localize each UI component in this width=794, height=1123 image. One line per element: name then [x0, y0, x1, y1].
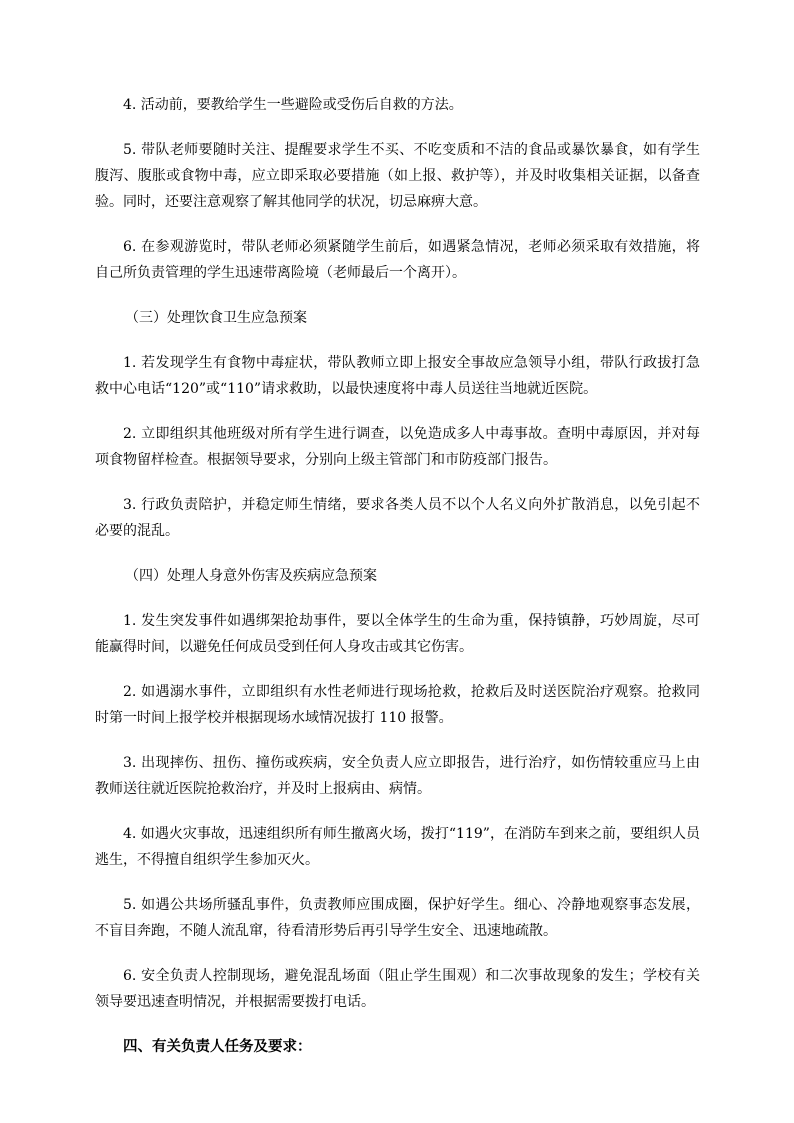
- subsection-title-food-hygiene: （三）处理饮食卫生应急预案: [125, 310, 307, 326]
- paragraph-item-5-food-safety: 5. 带队老师要随时关注、提醒要求学生不买、不吃变质和不洁的食品或暴饮暴食，如有学生腹泻、腹胀或食物中毒，应立即采取必要措施（如上报、救护等），并及时收集相关证据，以备查验。同时，还要注意观察了解其他同学的状况，切忌麻痹大意。: [95, 142, 700, 210]
- paragraph-food-item-2: 2. 立即组织其他班级对所有学生进行调查，以免造成多人中毒事故。查明中毒原因，并对每项食物留样检查。根据领导要求，分别向上级主管部门和市防疫部门报告。: [95, 426, 700, 468]
- paragraph-injury-item-3: 3. 出现摔伤、扭伤、撞伤或疾病，安全负责人应立即报告，进行治疗，如伤情较重应马上由教师送往就近医院抢救治疗，并及时上报病由、病情。: [95, 755, 700, 797]
- paragraph-food-item-1: 1. 若发现学生有食物中毒症状，带队教师立即上报安全事故应急领导小组，带队行政拔打急救中心电话“120”或“110”请求救助，以最快速度将中毒人员送往当地就近医院。: [95, 355, 700, 397]
- subsection-title-injury-illness: （四）处理人身意外伤害及疾病应急预案: [125, 568, 377, 584]
- section-heading-responsibilities: 四、有关负责人任务及要求：: [123, 1039, 312, 1055]
- paragraph-injury-item-2: 2. 如遇溺水事件，立即组织有水性老师进行现场抢救，抢救后及时送医院治疗观察。抢救同时第一时间上报学校并根据现场水域情况拔打 110 报警。: [95, 684, 700, 726]
- paragraph-injury-item-6: 6. 安全负责人控制现场，避免混乱场面（阻止学生围观）和二次事故现象的发生；学校有关领导要迅速查明情况，并根据需要拨打电话。: [95, 968, 700, 1010]
- paragraph-injury-item-1: 1. 发生突发事件如遇绑架抢劫事件，要以全体学生的生命为重，保持镇静，巧妙周旋，尽可能赢得时间，以避免任何成员受到任何人身攻击或其它伤害。: [95, 613, 700, 655]
- paragraph-injury-item-5: 5. 如遇公共场所骚乱事件，负责教师应围成圈，保护好学生。细心、冷静地观察事态发展，不盲目奔跑，不随人流乱窜，待看清形势后再引导学生安全、迅速地疏散。: [95, 897, 700, 939]
- document-page: [95, 92, 700, 1079]
- paragraph-food-item-3: 3. 行政负责陪护，并稳定师生情绪，要求各类人员不以个人名义向外扩散消息，以免引起不必要的混乱。: [95, 497, 700, 539]
- paragraph-item-6-sightseeing: 6. 在参观游览时，带队老师必须紧随学生前后，如遇紧急情况，老师必须采取有效措施，将自己所负责管理的学生迅速带离险境（老师最后一个离开）。: [95, 239, 700, 281]
- paragraph-item-4-risk-avoidance: 4. 活动前，要教给学生一些避险或受伤后自救的方法。: [123, 97, 463, 113]
- paragraph-injury-item-4: 4. 如遇火灾事故，迅速组织所有师生撤离火场，拨打“119”，在消防车到来之前，要组织人员逃生，不得擅自组织学生参加灭火。: [95, 826, 700, 868]
